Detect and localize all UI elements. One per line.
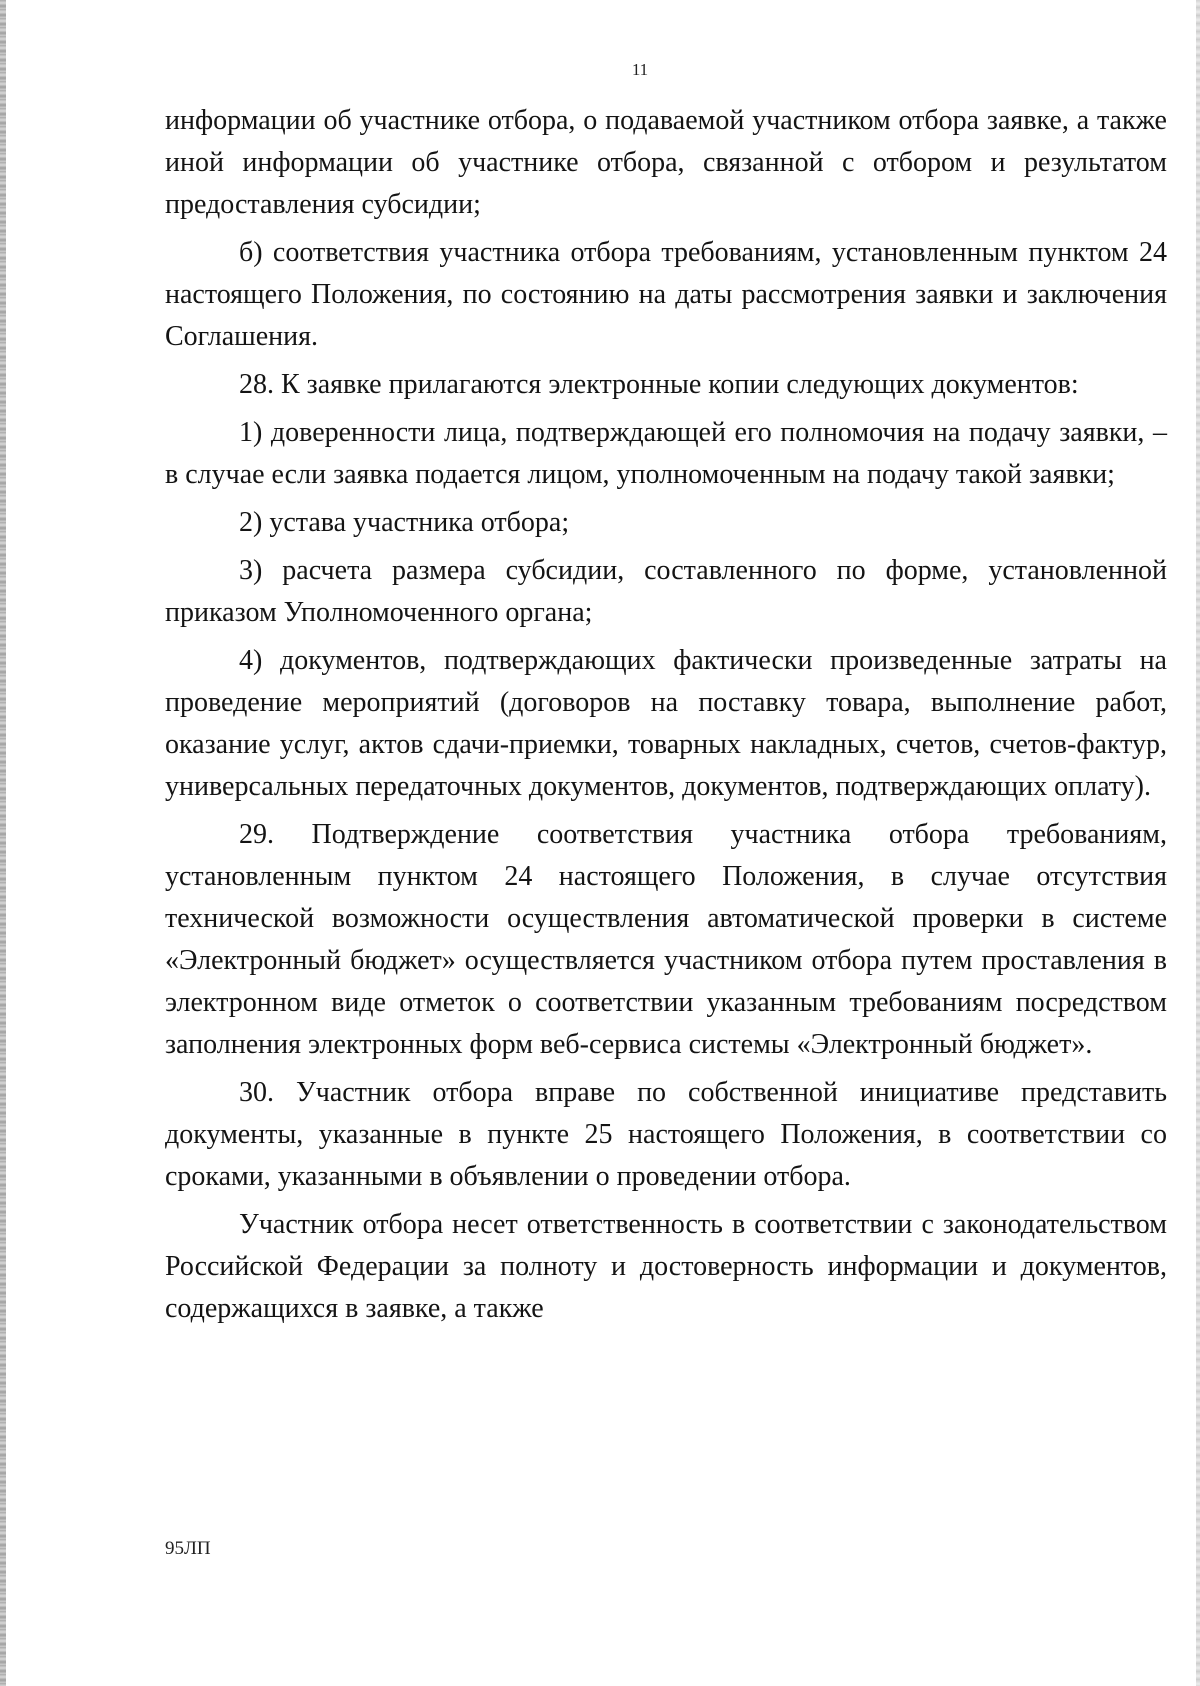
scan-edge-right	[1196, 0, 1200, 1686]
page-number: 11	[631, 60, 649, 79]
paragraph-28: 28. К заявке прилагаются электронные копии следующих документов:	[239, 369, 1079, 400]
paragraph-item-b: б) соответствия участника отбора требованиям, установленным пунктом 24 настоящего Положения, по состоянию на даты рассмотрения заявки и заключения Соглашения.	[165, 237, 1167, 352]
paragraph-29: 29. Подтверждение соответствия участника отбора требованиям, установленным пунктом 24 настоящего Положения, в случае отсутствия технической возможности осуществления автоматической проверки в системе «Электронный бюджет» осуществляется участником отбора путем проставления в электронном виде отметок о соответствии указанным требованиям посредством заполнения электронных форм веб-сервиса системы «Электронный бюджет».	[165, 819, 1167, 1060]
paragraph-28-item-4: 4) документов, подтверждающих фактически произведенные затраты на проведение мероприятий (договоров на поставку товара, выполнение работ, оказание услуг, актов сдачи-приемки, товарных накладных, счетов, счетов-фактур, универсальных передаточных документов, документов, подтверждающих оплату).	[165, 645, 1167, 802]
paragraph-30: 30. Участник отбора вправе по собственной инициативе представить документы, указанные в пункте 25 настоящего Положения, в соответствии со сроками, указанными в объявлении о проведении отбора.	[165, 1077, 1167, 1192]
paragraph-continuation: информации об участнике отбора, о подаваемой участником отбора заявке, а также иной информации об участнике отбора, связанной с отбором и результатом предоставления субсидии;	[165, 105, 1167, 220]
paragraph-responsibility: Участник отбора несет ответственность в соответствии с законодательством Российской Федерации за полноту и достоверность информации и документов, содержащихся в заявке, а также	[165, 1209, 1167, 1324]
paragraph-28-item-1: 1) доверенности лица, подтверждающей его полномочия на подачу заявки, – в случае если заявка подается лицом, уполномоченным на подачу такой заявки;	[165, 417, 1167, 490]
paragraph-28-item-3: 3) расчета размера субсидии, составленного по форме, установленной приказом Уполномоченного органа;	[165, 555, 1167, 628]
paragraph-28-item-2: 2) устава участника отбора;	[239, 507, 570, 538]
scan-edge-left	[0, 0, 6, 1686]
document-body	[165, 100, 1167, 1330]
document-code: 95ЛП	[165, 1538, 211, 1559]
